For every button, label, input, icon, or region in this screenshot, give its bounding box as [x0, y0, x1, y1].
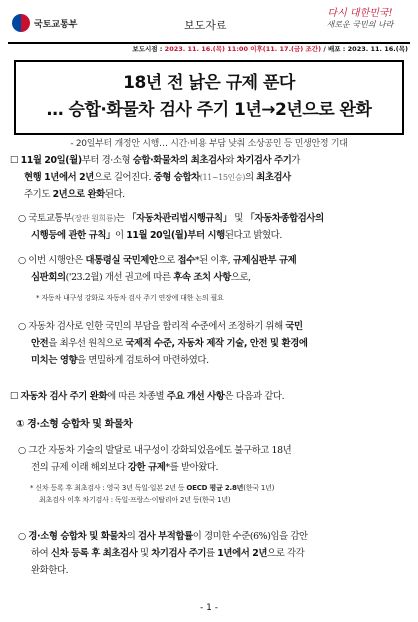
p2-text5: 된다고 밝혔다. [224, 230, 282, 241]
p1-bold6: 2년으로 완화 [52, 189, 105, 200]
p5-bold2: 주요 개선 사항 [166, 391, 225, 402]
p3-text2: 으로 [157, 255, 178, 266]
p3-text: 이번 시행안은 [28, 255, 86, 266]
p2-bold4: 11월 20일(월)부터 시행 [126, 230, 225, 241]
paragraph-6 [18, 442, 408, 476]
p5-bold1: 자동차 검사 주기 완화 [20, 391, 108, 402]
p6-bold1: 강한 규제 [127, 462, 166, 473]
paragraph-3 [18, 252, 408, 286]
paragraph-1 [10, 152, 408, 203]
p2-text4: 이 [114, 230, 127, 241]
p4-text: 자동차 검사로 인한 국민의 부담을 합리적 수준에서 조정하기 위해 [28, 321, 286, 332]
p3-bold3: 규제심판부 규제 [232, 255, 297, 266]
note2-text2: (한국 1년) [243, 484, 275, 492]
p1-bold4: 중형 승합차 [153, 172, 200, 183]
p1-bold2: 차기검사 주기 [236, 155, 292, 166]
taegeuk-icon [12, 14, 30, 32]
p5-text: 에 따른 차종별 [107, 391, 167, 402]
p7-bold3: 신차 등록 후 최초검사 [50, 548, 138, 559]
circle-bullet-icon: ○ [18, 531, 26, 542]
circle-bullet-icon: ○ [18, 213, 26, 224]
p2-text3: 및 [231, 213, 246, 224]
p7-bold4: 차기검사 주기 [151, 548, 207, 559]
org-name: 국토교통부 [34, 19, 78, 30]
p1-gray: (11~15인승) [199, 173, 245, 182]
p1-text4: 으로 길어진다. [93, 172, 154, 183]
p3-bold4: 심판회의 [31, 272, 66, 283]
p7-text3: 하여 [31, 548, 51, 559]
p3-bold2: 접수 [177, 255, 195, 266]
p7-text4: 및 [137, 548, 152, 559]
p2-text2: 는 [115, 213, 128, 224]
p1-text6: 주기도 [24, 189, 53, 200]
p4-bold2: 안전 [31, 338, 49, 349]
slogan-line1: 다시 대한민국! [327, 8, 393, 19]
p2-bold2: 「자동차종합검사의 [245, 213, 324, 224]
paragraph-5 [10, 388, 408, 405]
note-1: * 자동차 내구성 강화로 자동차 검사 주기 연장에 대한 논의 필요 [36, 294, 224, 302]
page-number: - 1 - [200, 603, 218, 613]
release-label: 보도시점 : [132, 45, 163, 53]
circled-one-icon: ① [16, 419, 25, 430]
p1-bold3: 현행 1년에서 2년 [24, 172, 94, 183]
p3-text4: ('23.2월) 개선 권고에 따른 [65, 272, 174, 283]
p7-bold2: 검사 부적합률 [137, 531, 193, 542]
circle-bullet-icon: ○ [18, 321, 26, 332]
circle-bullet-icon: ○ [18, 255, 26, 266]
p4-bold1: 국민 [285, 321, 303, 332]
release-time: 2023. 11. 16.(목) 11:00 이후(11. 17.(금) 조간) [164, 45, 322, 53]
paragraph-4 [18, 318, 408, 369]
note2-text: * 신차 등록 후 최초검사 : 영국 3년 독일·일본 2년 등 [30, 484, 187, 492]
p1-text7: 된다. [104, 189, 125, 200]
circle-bullet-icon: ○ [18, 445, 26, 456]
title-line1: 18년 전 낡은 규제 푼다 [123, 73, 295, 93]
p7-bold1: 경·소형 승합차 및 화물차 [28, 531, 127, 542]
slogan [314, 8, 406, 30]
p3-bold5: 후속 조치 사항 [173, 272, 231, 283]
p7-text7: 완화한다. [31, 565, 69, 576]
square-bullet-icon: ☐ [10, 391, 19, 402]
note-2 [30, 482, 274, 506]
p6-text3: *를 받아왔다. [165, 462, 219, 473]
p7-text6: 으로 각각 [267, 548, 305, 559]
paragraph-2 [18, 210, 408, 244]
p3-bold1: 대통령실 국민제안 [85, 255, 158, 266]
section-heading-1 [16, 416, 132, 433]
note2-line2: 최초검사 이후 차기검사 : 독일·프랑스·이탈리아 2년 등(한국 1년) [39, 496, 231, 504]
release-info [132, 44, 408, 53]
p3-text3: *된 이후, [194, 255, 233, 266]
note2-bold: OECD 평균 2.8년 [186, 484, 244, 492]
title-line2: … 승합·화물차 검사 주기 1년→2년으로 완화 [46, 100, 372, 120]
doc-type: 보도자료 [184, 19, 227, 32]
p5-text2: 은 다음과 같다. [224, 391, 285, 402]
p4-bold4: 미치는 영향 [31, 355, 78, 366]
p1-bold1: 승합·화물차의 최초검사 [132, 155, 226, 166]
p7-text5: 를 [206, 548, 218, 559]
p4-text3: 을 면밀하게 검토하여 마련하였다. [77, 355, 209, 366]
p7-text2: 이 경미한 수준(6%)임을 감안 [192, 531, 308, 542]
p2-text: 국토교통부 [28, 213, 72, 224]
heading-text: 경·소형 승합차 및 화물차 [27, 419, 133, 430]
release-sep: / [323, 45, 326, 53]
dist-label: 배포 : [327, 45, 346, 53]
p1-text3: 가 [291, 155, 301, 166]
p4-text2: 을 최우선 원칙으로 [48, 338, 126, 349]
dist-date: 2023. 11. 16.(목) [347, 45, 408, 53]
p6-text2: 전의 규제 이래 해외보다 [31, 462, 128, 473]
p1-text: 부터 경·소형 [81, 155, 133, 166]
p2-gray: (장관 원희룡) [71, 214, 116, 223]
p2-bold3: 시행등에 관한 규칙」 [31, 230, 115, 241]
p7-bold5: 1년에서 2년 [217, 548, 268, 559]
p4-bold3: 국제적 수준, 자동차 제작 기술, 안전 및 환경에 [125, 338, 308, 349]
p6-text: 그간 자동차 기술의 발달로 내구성이 강화되었음에도 불구하고 18년 [28, 445, 292, 456]
square-bullet-icon: ☐ [10, 155, 19, 166]
p3-text5: 으로, [230, 272, 251, 283]
ministry-logo [12, 14, 77, 32]
document-header [6, 8, 412, 40]
p1-text2: 와 [225, 155, 237, 166]
p1-date: 11월 20일(월) [20, 155, 82, 166]
title-box [14, 60, 404, 135]
paragraph-7 [18, 528, 408, 579]
p1-bold5: 최초검사 [256, 172, 291, 183]
p2-bold1: 「자동차관리법시행규칙」 [127, 213, 232, 224]
subtitle: - 20일부터 개정안 시행… 시간·비용 부담 낮춰 소상공인 등 민생안정 기대 [70, 139, 348, 149]
p1-text5: 의 [244, 172, 257, 183]
slogan-line2: 새로운 국민의 나라 [326, 20, 394, 29]
p7-text: 의 [126, 531, 138, 542]
